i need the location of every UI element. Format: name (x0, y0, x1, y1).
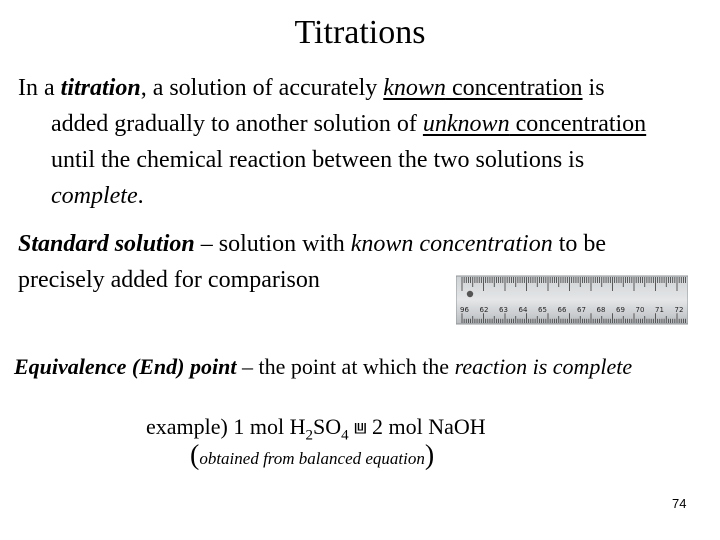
ruler-label: 70 (635, 306, 645, 314)
text-segment: . (137, 183, 144, 209)
equivalence-point-definition (14, 352, 720, 382)
para2-line2: precisely added for comparison (18, 267, 320, 293)
term-known-concentration: known concentration (350, 231, 553, 257)
ruler-label: 66 (557, 306, 567, 314)
text-segment: concentration (445, 75, 583, 101)
equivalence-symbol: ⩏ (354, 414, 367, 439)
open-paren: ( (190, 440, 200, 471)
ruler-label: 67 (577, 306, 586, 314)
ruler-label: 96 (460, 306, 469, 314)
ruler-label: 71 (655, 306, 664, 314)
text-segment: SO (312, 414, 342, 439)
text-segment: , a solution of accurately (140, 75, 384, 101)
term-standard-solution: Standard solution (18, 231, 195, 257)
term-reaction-complete: reaction is complete (454, 354, 633, 379)
ruler-label: 63 (499, 306, 508, 314)
text-segment: concentration (509, 111, 647, 137)
term-unknown: unknown (422, 111, 510, 137)
ruler-label: 62 (479, 306, 489, 314)
ruler-image (456, 272, 688, 328)
para1-line2 (18, 106, 708, 142)
term-known: known (383, 75, 446, 101)
text-segment: is (582, 75, 605, 101)
para1-line3: until the chemical reaction between the two solutions is (51, 147, 585, 173)
term-equivalence-point: Equivalence (End) point (14, 354, 237, 379)
obtained-note (190, 440, 434, 472)
ruler-label: 72 (674, 306, 684, 314)
note-text: obtained from balanced equation (199, 449, 425, 468)
ruler-label: 68 (596, 306, 606, 314)
ruler-label: 69 (616, 306, 625, 314)
text-segment: – solution with (194, 231, 351, 257)
close-paren: ) (424, 440, 435, 471)
text-segment: added gradually to another solution of (51, 111, 423, 137)
subscript: 4 (341, 427, 349, 444)
text-segment: to be (552, 231, 607, 257)
text-segment: In a (18, 75, 61, 101)
text-segment: – the point at which the (236, 354, 455, 379)
text-segment: example) 1 mol H (146, 414, 306, 439)
subscript: 2 (305, 427, 313, 444)
term-titration: titration (60, 75, 141, 101)
titration-definition (18, 70, 708, 214)
para1-line4 (18, 178, 708, 214)
term-complete: complete (51, 183, 138, 209)
ruler-label: 65 (538, 306, 547, 314)
para1-line1 (18, 70, 708, 106)
ruler-label: 64 (518, 306, 528, 314)
page-title: Titrations (294, 14, 426, 51)
para2-line1 (18, 226, 708, 262)
page-number: 74 (672, 496, 687, 511)
text-segment: 2 mol NaOH (366, 414, 486, 439)
